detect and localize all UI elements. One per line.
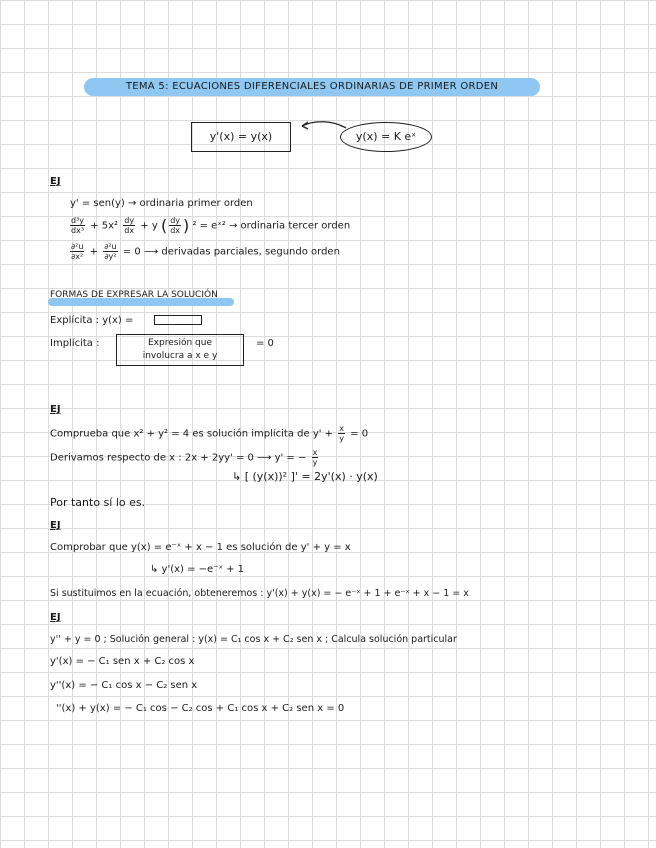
ej2-heading: EJ (50, 404, 61, 415)
oval-equation: y(x) = K eˣ (340, 122, 432, 152)
ej3-line2: ↳ y'(x) = −e⁻ˣ + 1 (150, 564, 245, 575)
fraction: $\frac{\text{∂²u}}{\text{∂x²}}$ (71, 242, 84, 261)
ej1-heading: EJ (50, 176, 61, 187)
implicit-box: Expresión que involucra a x e y (116, 334, 244, 366)
ej4-heading: EJ (50, 612, 61, 623)
ej4-line3: y''(x) = − C₁ cos x − C₂ sen x (50, 680, 198, 691)
fraction: $\frac{x}{y}$ (312, 448, 318, 467)
boxed-equation: y'(x) = y(x) (191, 122, 291, 152)
ej1-line3: $\frac{\text{∂²u}}{\text{∂x²}}$ + $\frac{\text{∂²u}}{\text{∂y²}}$ = 0 ⟶ derivadas parciales, segundo orden (71, 242, 340, 261)
explicit-box (154, 315, 202, 325)
page-title: TEMA 5: ECUACIONES DIFERENCIALES ORDINARIAS DE PRIMER ORDEN (84, 78, 540, 96)
ej3-line3: Si sustituimos en la ecuación, obteneremos : y'(x) + y(x) = − e⁻ˣ + 1 + e⁻ˣ + x − 1 = x (50, 588, 469, 599)
explicit-label: Explícita : y(x) = (50, 315, 134, 326)
fraction: $\frac{dy}{dx}$ (124, 216, 135, 235)
implicit-label: Implícita : (50, 338, 100, 349)
ej3-heading: EJ (50, 520, 61, 531)
ej4-line4: ''(x) + y(x) = − C₁ cos − C₂ cos + C₁ cos x + C₂ sen x = 0 (56, 703, 345, 714)
fraction: $\frac{\text{∂²u}}{\text{∂y²}}$ (104, 242, 117, 261)
ej2-line3: ↳ [ (y(x))² ]' = 2y'(x) · y(x) (232, 470, 378, 483)
fraction: $\frac{x}{y}$ (339, 424, 344, 443)
fraction: $\frac{dy}{dx}$ (170, 216, 180, 235)
ej4-line1: y'' + y = 0 ; Solución general : y(x) = C₁ cos x + C₂ sen x ; Calcula solución particular (50, 634, 457, 645)
ej2-line2: Derivamos respecto de x : 2x + 2yy' = 0 ⟶ y' = − $\frac{x}{y}$ (50, 448, 318, 467)
ej2-line1: Comprueba que x² + y² = 4 es solución implícita de y' + $\frac{x}{y}$ = 0 (50, 424, 369, 443)
ej4-line2: y'(x) = − C₁ sen x + C₂ cos x (50, 656, 195, 667)
fraction: $\frac{\text{d³y}}{\text{dx³}}$ (71, 216, 85, 235)
ej1-line1: y' = sen(y) → ordinaria primer orden (70, 198, 253, 209)
implicit-tail: = 0 (256, 338, 274, 349)
forms-heading: FORMAS DE EXPRESAR LA SOLUCIÓN (50, 290, 218, 300)
ej1-line2: $\frac{\text{d³y}}{\text{dx³}}$ + 5x² $\frac{dy}{dx}$ + y ( $\frac{dy}{dx}$ ) ² = eˣ² → ordinaria tercer orden (71, 216, 351, 235)
ej2-line4: Por tanto sí lo es. (50, 496, 146, 509)
ej3-line1: Comprobar que y(x) = e⁻ˣ + x − 1 es solución de y' + y = x (50, 542, 351, 553)
